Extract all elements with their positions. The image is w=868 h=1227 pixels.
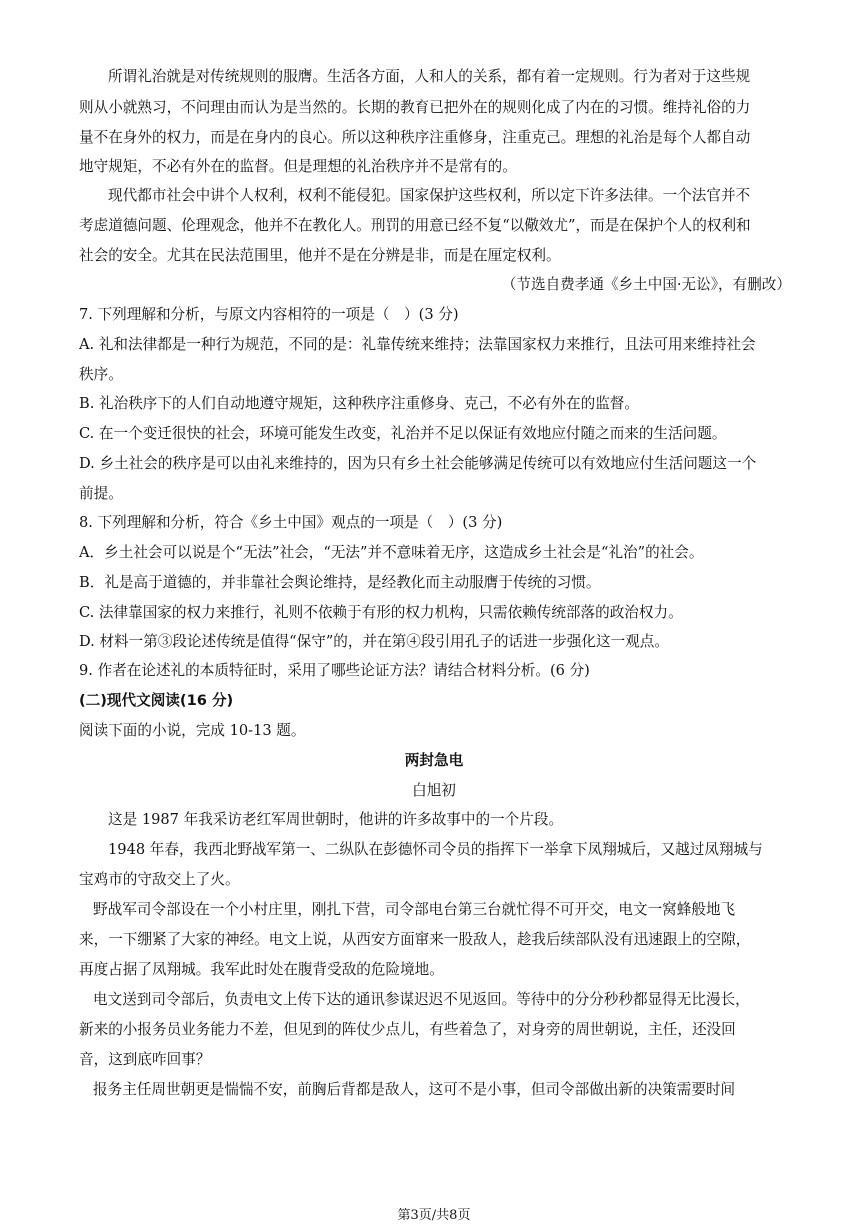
story-paragraph: 1948 年春，我西北野战军第一、二纵队在彭德怀司令员的指挥下一举拿下凤翔城后，又越过凤翔城与	[108, 841, 763, 858]
story-paragraph: 宝鸡市的守敌交上了火。	[79, 871, 240, 888]
question-7-option: 前提。	[79, 485, 123, 502]
story-paragraph: 再度占据了凤翔城。我军此时处在腹背受敌的危险境地。	[79, 961, 444, 978]
story-paragraph: 报务主任周世朝更是惴惴不安，前胸后背都是敌人，这可不是小事，但司令部做出新的决策需要时间	[93, 1081, 736, 1098]
source-note: （节选自费孝通《乡土中国·无讼》，有删改）	[501, 276, 791, 293]
question-8-option: A．乡土社会可以说是个“无法”社会，“无法”并不意味着无序，这造成乡土社会是“礼治”的社会。	[79, 544, 704, 561]
story-paragraph: 这是 1987 年我采访老红军周世朝时，他讲的许多故事中的一个片段。	[108, 811, 564, 828]
question-7-option: A. 礼和法律都是一种行为规范，不同的是：礼靠传统来维持；法靠国家权力来推行，且法可用来维持社会	[79, 336, 756, 353]
story-paragraph: 野战军司令部设在一个小村庄里，刚扎下营，司令部电台第三台就忙得不可开交，电文一窝蜂般地飞	[93, 901, 736, 918]
paragraph-a-line: 量不在身外的权力，而是在身内的良心。所以这种秩序注重修身，注重克己。理想的礼治是每个人都自动	[79, 129, 751, 146]
question-7-stem: 7. 下列理解和分析，与原文内容相符的一项是（ ）(3 分)	[79, 306, 459, 323]
section-instruction: 阅读下面的小说，完成 10-13 题。	[79, 722, 306, 739]
story-paragraph: 来，一下绷紧了大家的神经。电文上说，从西安方面窜来一股敌人，趁我后续部队没有迅速跟上的空隙，	[79, 931, 751, 948]
paragraph-b-line: 考虑道德问题、伦理观念，他并不在教化人。刑罚的用意已经不复“以儆效尤”，而是在保护个人的权利和	[79, 217, 751, 234]
question-7-option: D. 乡土社会的秩序是可以由礼来维持的，因为只有乡土社会能够满足传统可以有效地应付生活问题这一个	[79, 455, 757, 472]
paragraph-a-line: 地守规矩，不必有外在的监督。但是理想的礼治秩序并不是常有的。	[79, 158, 517, 175]
paragraph-b-line: 社会的安全。尤其在民法范围里，他并不是在分辨是非，而是在厘定权利。	[79, 247, 561, 264]
question-8-option: C. 法律靠国家的权力来推行，礼则不依赖于有形的权力机构，只需依赖传统部落的政治权力。	[79, 604, 683, 621]
paragraph-a-line: 所谓礼治就是对传统规则的服膺。生活各方面，人和人的关系，都有着一定规则。行为者对于这些规	[108, 68, 751, 85]
paragraph-b-line: 现代都市社会中讲个人权利，权利不能侵犯。国家保护这些权利，所以定下许多法律。一个法官并不	[108, 187, 751, 204]
question-8-option: D. 材料一第③段论述传统是值得“保守”的，并在第④段引用孔子的话进一步强化这一观点。	[79, 633, 669, 650]
section-heading: (二)现代文阅读(16 分)	[79, 692, 234, 709]
paragraph-a-line: 则从小就熟习，不问理由而认为是当然的。长期的教育已把外在的规则化成了内在的习惯。维持礼俗的力	[79, 99, 751, 116]
story-author: 白旭初	[412, 782, 456, 799]
question-8-stem: 8. 下列理解和分析，符合《乡土中国》观点的一项是（ ）(3 分)	[79, 514, 503, 531]
question-7-option: 秩序。	[79, 366, 123, 383]
story-paragraph: 电文送到司令部后，负责电文上传下达的通讯参谋迟迟不见返回。等待中的分分秒秒都显得无比漫长，	[93, 991, 750, 1008]
question-8-option: B．礼是高于道德的，并非靠社会舆论维持，是经教化而主动服膺于传统的习惯。	[79, 574, 601, 591]
question-7-option: B. 礼治秩序下的人们自动地遵守规矩，这种秩序注重修身、克己，不必有外在的监督。	[79, 395, 639, 412]
story-paragraph: 新来的小报务员业务能力不差，但见到的阵仗少点儿，有些着急了，对身旁的周世朝说，主任，还没回	[79, 1021, 736, 1038]
story-paragraph: 音，这到底咋回事？	[79, 1051, 211, 1068]
story-title: 两封急电	[404, 752, 464, 769]
question-7-option: C. 在一个变迁很快的社会，环境可能发生改变，礼治并不足以保证有效地应付随之而来的生活问题。	[79, 425, 727, 442]
page-number: 第3页/共8页	[397, 1208, 471, 1223]
question-9: 9. 作者在论述礼的本质特征时，采用了哪些论证方法？请结合材料分析。(6 分)	[79, 662, 590, 679]
